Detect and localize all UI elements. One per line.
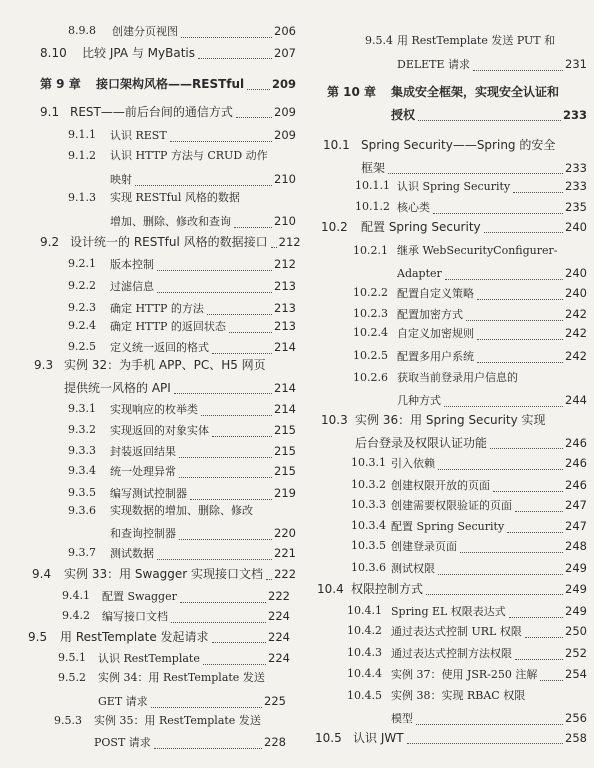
dot-leader [179,457,272,458]
dot-leader [513,192,563,193]
toc-entry-number: 9.5.2 [58,671,86,684]
toc-entry-title: 测试数据 [110,547,154,560]
toc-entry-page-number: 242 [565,349,587,363]
toc-entry-page-number: 247 [565,498,587,512]
toc-entry-page-number: 213 [274,279,296,293]
toc-entry-title: 配置 Spring Security [391,520,505,533]
dot-leader [179,477,272,478]
toc-entry-page-number: 213 [274,319,296,333]
toc-entry-page-number: 244 [565,393,587,407]
toc-entry-page-number: 246 [565,478,587,492]
toc-entry-title: 认识 REST [110,129,167,142]
toc-entry-page-number: 219 [274,486,296,500]
dot-leader [135,185,272,186]
toc-entry-page-number: 224 [268,630,290,644]
dot-leader [201,415,272,416]
toc-entry-title-line: 实例 32：为手机 APP、PC、H5 网页 [64,358,266,372]
toc-entry-number: 9.5.4 [365,34,393,47]
dot-leader [418,120,561,121]
toc-entry-number: 9.1.2 [68,149,96,162]
toc-entry-page-number: 214 [274,340,296,354]
toc-entry-title: 用 RestTemplate 发起请求 [60,630,209,644]
toc-entry-title: 配置 Swagger [102,590,177,603]
dot-leader [525,637,563,638]
toc-entry-title: 授权 [391,108,416,122]
toc-entry-title: REST——前后台间的通信方式 [70,105,233,119]
toc-entry-title: 提供统一风格的 API [64,381,171,395]
toc-entry-number: 10.2 [321,220,348,234]
toc-entry-page-number: 214 [274,402,296,416]
toc-entry-page-number: 258 [565,731,587,745]
toc-entry-title: 自定义加密规则 [397,327,474,340]
toc-entry-page-number: 249 [565,582,587,596]
toc-entry-number: 9.5.1 [58,651,86,664]
toc-entry-number: 10.1.1 [355,179,390,192]
toc-entry-number: 9.1.1 [68,128,96,141]
toc-entry-number: 10.3.3 [351,498,386,511]
toc-entry-page-number: 212 [274,257,296,271]
toc-entry-page-number: 225 [264,694,286,708]
dot-leader [212,642,267,643]
toc-entry-title: 确定 HTTP 的方法 [110,302,204,315]
toc-entry-title: 实例 37：使用 JSR-250 注解 [391,668,538,681]
dot-leader [445,279,563,280]
toc-entry-page-number: 240 [565,286,587,300]
toc-entry-title-line: 实例 34：用 RestTemplate 发送 [98,671,265,684]
dot-leader [507,532,563,533]
toc-entry-page-number: 247 [565,519,587,533]
toc-entry-number: 10.4.5 [347,689,382,702]
toc-entry-number: 10.4.1 [347,604,382,617]
toc-entry-number: 9.4 [32,567,52,581]
toc-entry-page-number: 215 [274,444,296,458]
toc-entry-title: 核心类 [397,201,430,214]
toc-entry-page-number: 210 [274,172,296,186]
toc-entry-page-number: 220 [274,526,296,540]
dot-leader [203,664,266,665]
toc-entry-title-line: 实现 RESTful 风格的数据 [110,191,240,204]
toc-entry-title: 几种方式 [397,394,441,407]
toc-entry-page-number: 254 [565,667,587,681]
dot-leader [157,270,272,271]
toc-entry-number: 10.3.1 [351,456,386,469]
toc-entry-title: 创建权限开放的页面 [391,479,490,492]
dot-leader [416,724,563,725]
dot-leader [170,141,272,142]
dot-leader [180,602,266,603]
toc-entry-number: 10.3.5 [351,539,386,552]
toc-entry-number: 9.4.2 [62,609,90,622]
toc-entry-number: 8.9.8 [68,24,96,37]
toc-entry-number: 9.1 [40,105,60,119]
dot-leader [179,539,272,540]
toc-entry-title-line: 实例 38：实现 RBAC 权限 [391,689,526,702]
toc-entry-number: 10.4.4 [347,667,382,680]
toc-entry-page-number: 221 [274,546,296,560]
toc-entry-title: 定义统一返回的格式 [110,341,209,354]
toc-entry-title: 过滤信息 [110,280,154,293]
toc-entry-number: 10.2.3 [353,307,388,320]
toc-entry-page-number: 224 [268,609,290,623]
toc-entry-number: 10.4.2 [347,624,382,637]
toc-entry-title: 测试权限 [391,562,435,575]
toc-entry-number: 9.2.1 [68,257,96,270]
toc-entry-number: 10.3.6 [351,561,386,574]
dot-leader [229,332,272,333]
toc-entry-page-number: 249 [565,561,587,575]
dot-leader [540,680,563,681]
toc-entry-number: 10.3 [321,413,348,427]
toc-entry-number: 10.3.2 [351,478,386,491]
toc-entry-number: 9.3.4 [68,464,96,477]
toc-entry-title: 设计统一的 RESTful 风格的数据接口 [70,235,268,249]
toc-entry-page-number: 213 [274,301,296,315]
dot-leader [444,406,563,407]
toc-entry-number: 9.3.6 [68,504,96,517]
toc-entry-page-number: 233 [565,179,587,193]
toc-entry-number: 10.2.1 [353,244,388,257]
toc-entry-page-number: 240 [565,220,587,234]
toc-entry-title: 创建分页视图 [112,25,178,38]
toc-entry-number: 9.3.1 [68,402,96,415]
toc-entry-number: 10.2.2 [353,286,388,299]
toc-entry-title-line: Spring Security——Spring 的安全 [361,138,556,152]
toc-entry-title: DELETE 请求 [397,58,471,71]
toc-entry-number: 9.2 [40,235,60,249]
dot-leader [407,743,563,744]
toc-entry-title: 认识 JWT [353,731,404,745]
toc-entry-title: 创建需要权限验证的页面 [391,499,512,512]
toc-entry-title-line: 继承 WebSecurityConfigurer- [397,244,558,257]
dot-leader [460,552,563,553]
toc-entry-page-number: 246 [565,436,587,450]
toc-entry-number: 10.2.5 [353,349,388,362]
toc-entry-number: 10.2.4 [353,326,388,339]
toc-entry-title: Adapter [397,267,442,280]
toc-entry-title-line: 用 RestTemplate 发送 PUT 和 [397,34,556,47]
toc-entry-title: 增加、删除、修改和查询 [110,215,231,228]
dot-leader [236,117,272,118]
toc-entry-title: Spring EL 权限表达式 [391,605,506,618]
dot-leader [477,362,563,363]
dot-leader [515,659,563,660]
toc-entry-number: 10.4.3 [347,646,382,659]
toc-entry-title: 配置多用户系统 [397,350,474,363]
toc-entry-number: 9.5.3 [54,714,82,727]
toc-entry-number: 9.3.2 [68,423,96,436]
toc-entry-title: 实现响应的枚举类 [110,403,198,416]
dot-leader [247,89,270,90]
dot-leader [484,232,563,233]
toc-entry-number: 10.5 [315,731,342,745]
toc-entry-page-number: 222 [274,567,297,581]
toc-entry-title: 确定 HTTP 的返回状态 [110,320,226,333]
toc-entry-number: 9.2.5 [68,340,96,353]
toc-entry-page-number: 240 [565,266,587,280]
dot-leader [271,247,277,248]
dot-leader [266,579,272,580]
toc-entry-title: GET 请求 [98,695,148,708]
toc-entry-title: 封装返回结果 [110,445,176,458]
toc-entry-page-number: 249 [565,604,587,618]
toc-entry-title: 模型 [391,712,413,725]
dot-leader [181,37,272,38]
dot-leader [477,299,563,300]
toc-entry-title: 认识 RestTemplate [98,652,200,665]
dot-leader [198,58,272,59]
toc-entry-page-number: 215 [274,464,296,478]
toc-entry-title: 配置自定义策略 [397,287,474,300]
toc-entry-number: 9.3 [34,358,54,372]
dot-leader [154,748,262,749]
toc-entry-title-line: 集成安全框架，实现安全认证和 [391,85,560,99]
toc-entry-title: 通过表达式控制 URL 权限 [391,625,522,638]
dot-leader [234,227,272,228]
toc-entry-title: 编写接口文档 [102,610,168,623]
toc-entry-title: 通过表达式控制方法权限 [391,647,512,660]
toc-entry-number: 10.1 [323,138,350,152]
toc-entry-title: 配置 Spring Security [361,220,481,234]
dot-leader [157,559,272,560]
dot-leader [157,292,272,293]
toc-entry-page-number: 242 [565,326,587,340]
toc-entry-page-number: 210 [274,214,296,228]
dot-leader [212,436,272,437]
toc-entry-number: 第 10 章 [327,85,377,99]
toc-entry-page-number: 233 [565,161,587,175]
toc-entry-title: 和查询控制器 [110,527,176,540]
toc-entry-number: 9.1.3 [68,191,96,204]
toc-entry-title-line: 实现数据的增加、删除、修改 [110,504,253,517]
toc-entry-page-number: 252 [565,646,587,660]
toc-entry-page-number: 224 [268,651,290,665]
toc-entry-title: 统一处理异常 [110,465,176,478]
toc-entry-title: 创建登录页面 [391,540,457,553]
toc-entry-page-number: 214 [274,381,296,395]
dot-leader [433,213,563,214]
dot-leader [438,574,563,575]
dot-leader [388,173,563,174]
toc-entry-title: 实例 33：用 Swagger 实现接口文档 [64,567,264,581]
toc-entry-title: 编写测试控制器 [110,487,187,500]
toc-entry-title: 引入依赖 [391,457,435,470]
toc-entry-title: 映射 [110,173,132,186]
toc-entry-number: 9.3.5 [68,486,96,499]
toc-entry-number: 9.2.3 [68,301,96,314]
toc-entry-number: 8.10 [40,46,67,60]
dot-leader [490,448,563,449]
toc-entry-title: 比较 JPA 与 MyBatis [82,46,195,60]
toc-entry-page-number: 246 [565,456,587,470]
toc-entry-title: 框架 [361,161,386,175]
toc-entry-title: 实现返回的对象实体 [110,424,209,437]
toc-entry-page-number: 209 [271,77,296,91]
toc-entry-number: 9.3.7 [68,546,96,559]
dot-leader [493,491,563,492]
toc-entry-page-number: 209 [274,128,296,142]
dot-leader [426,594,563,595]
toc-entry-number: 9.2.4 [68,319,96,332]
toc-entry-title-line: 实例 35：用 RestTemplate 发送 [94,714,261,727]
toc-entry-page-number: 228 [264,735,286,749]
toc-entry-page-number: 235 [565,200,587,214]
dot-leader [477,339,563,340]
dot-leader [473,70,563,71]
toc-entry-page-number: 209 [274,105,296,119]
toc-entry-title: 接口架构风格——RESTful [96,77,245,91]
toc-entry-number: 9.4.1 [62,589,90,602]
toc-entry-number: 9.5 [28,630,48,644]
toc-entry-title: 权限控制方式 [351,582,424,596]
toc-entry-page-number: 222 [268,589,290,603]
dot-leader [466,320,563,321]
toc-entry-number: 10.4 [317,582,344,596]
toc-entry-page-number: 256 [565,711,587,725]
toc-entry-page-number: 212 [278,235,301,249]
dot-leader [515,511,563,512]
toc-entry-number: 9.2.2 [68,279,96,292]
dot-leader [151,707,262,708]
toc-entry-number: 9.3.3 [68,444,96,457]
toc-entry-title: 后台登录及权限认证功能 [355,436,488,450]
toc-entry-title: 认识 Spring Security [397,180,511,193]
toc-entry-page-number: 215 [274,423,296,437]
toc-entry-page-number: 250 [565,624,587,638]
dot-leader [174,393,272,394]
toc-entry-number: 10.3.4 [351,519,386,532]
dot-leader [171,622,266,623]
dot-leader [438,469,563,470]
toc-entry-page-number: 233 [562,108,587,122]
toc-entry-title-line: 实例 36：用 Spring Security 实现 [355,413,546,427]
toc-entry-number: 10.1.2 [355,200,390,213]
dot-leader [509,617,563,618]
toc-entry-page-number: 207 [274,46,296,60]
toc-entry-title: POST 请求 [94,736,151,749]
toc-entry-page-number: 242 [565,307,587,321]
toc-entry-page-number: 231 [565,57,587,71]
toc-entry-page-number: 248 [565,539,587,553]
toc-entry-title-line: 认识 HTTP 方法与 CRUD 动作 [110,149,268,162]
toc-entry-page-number: 206 [274,24,296,38]
toc-entry-title: 配置加密方式 [397,308,463,321]
toc-entry-title: 版本控制 [110,258,154,271]
toc-entry-number: 10.2.6 [353,371,388,384]
toc-entry-title-line: 获取当前登录用户信息的 [397,371,518,384]
toc-entry-number: 第 9 章 [40,77,81,91]
